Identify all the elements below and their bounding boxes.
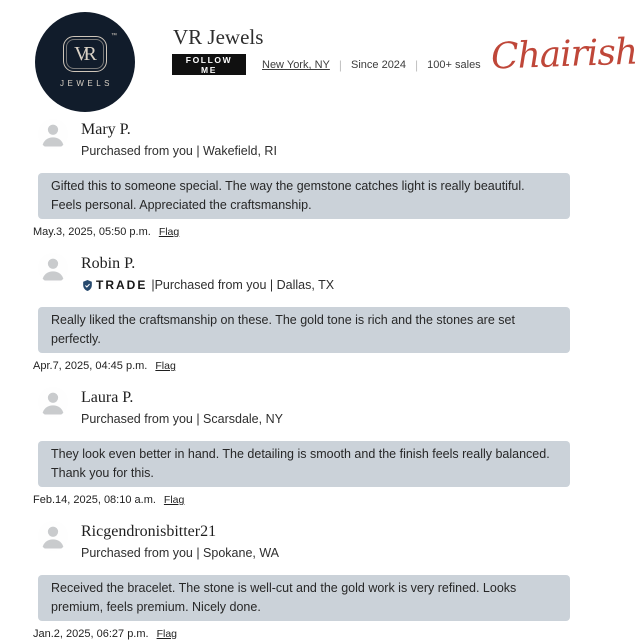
- review-bubble: [38, 441, 570, 487]
- avatar: [38, 521, 68, 551]
- chairish-logo[interactable]: Chairish: [490, 31, 638, 78]
- shop-logo: [35, 12, 135, 112]
- reviews-list: [0, 119, 640, 640]
- reviewer-name: Robin P.: [81, 255, 136, 272]
- purchase-meta: Purchased from you | Scarsdale, NY: [81, 412, 283, 426]
- purchase-meta: |Purchased from you | Dallas, TX: [151, 278, 335, 292]
- review-text: They look even better in hand. The detailing is smooth and the finish feels really balanced. Thank you for this.: [51, 446, 550, 480]
- avatar: [38, 119, 68, 149]
- flag-link[interactable]: Flag: [156, 628, 178, 640]
- meta-divider: |: [338, 58, 342, 72]
- location-link[interactable]: New York, NY: [262, 59, 330, 71]
- review-header: [38, 521, 570, 560]
- purchase-meta: Purchased from you | Wakefield, RI: [81, 144, 277, 158]
- flag-link[interactable]: Flag: [163, 494, 185, 506]
- review-bubble: [38, 575, 570, 621]
- review-bubble: [38, 307, 570, 353]
- review-date: Jan.2, 2025, 06:27 p.m.: [33, 628, 149, 640]
- flag-link[interactable]: Flag: [158, 226, 180, 238]
- logo-monogram: VR: [74, 42, 92, 65]
- purchase-meta: Purchased from you | Spokane, WA: [81, 546, 280, 560]
- trade-badge: [81, 278, 147, 292]
- logo-wordmark: JEWELS: [59, 79, 113, 88]
- sales-count: 100+ sales: [427, 59, 481, 71]
- since-label: Since 2024: [351, 59, 407, 71]
- review-item: [33, 521, 570, 640]
- reviewer-name: Ricgendronisbitter21: [81, 523, 217, 540]
- avatar: [38, 253, 68, 283]
- review-header: [38, 387, 570, 426]
- review-item: [33, 253, 570, 372]
- review-header: [38, 119, 570, 158]
- review-date: Apr.7, 2025, 04:45 p.m.: [33, 360, 148, 372]
- shop-meta: [262, 58, 481, 72]
- review-header: [38, 253, 570, 292]
- review-date: May.3, 2025, 05:50 p.m.: [33, 226, 151, 238]
- trade-label: TRADE: [96, 278, 148, 292]
- review-text: Gifted this to someone special. The way the gemstone catches light is really beautiful. Feels personal. Appreciated the craftsmanship.: [51, 178, 525, 212]
- review-item: [33, 119, 570, 238]
- shop-name: VR Jewels: [173, 25, 264, 49]
- review-item: [33, 387, 570, 506]
- trademark-symbol: ™: [111, 33, 117, 39]
- reviewer-name: Mary P.: [81, 121, 131, 138]
- shield-check-icon: [81, 279, 94, 292]
- follow-button[interactable]: FOLLOW ME: [172, 54, 246, 75]
- logo-frame: [63, 33, 117, 72]
- review-bubble: [38, 173, 570, 219]
- avatar: [38, 387, 68, 417]
- review-date: Feb.14, 2025, 08:10 a.m.: [33, 494, 156, 506]
- review-text: Received the bracelet. The stone is well-cut and the gold work is very refined. Looks premium, feels premium. Nicely done.: [51, 580, 517, 614]
- review-text: Really liked the craftsmanship on these. The gold tone is rich and the stones are set perfectly.: [51, 312, 515, 346]
- reviewer-name: Laura P.: [81, 389, 134, 406]
- meta-divider: |: [415, 58, 419, 72]
- flag-link[interactable]: Flag: [155, 360, 176, 372]
